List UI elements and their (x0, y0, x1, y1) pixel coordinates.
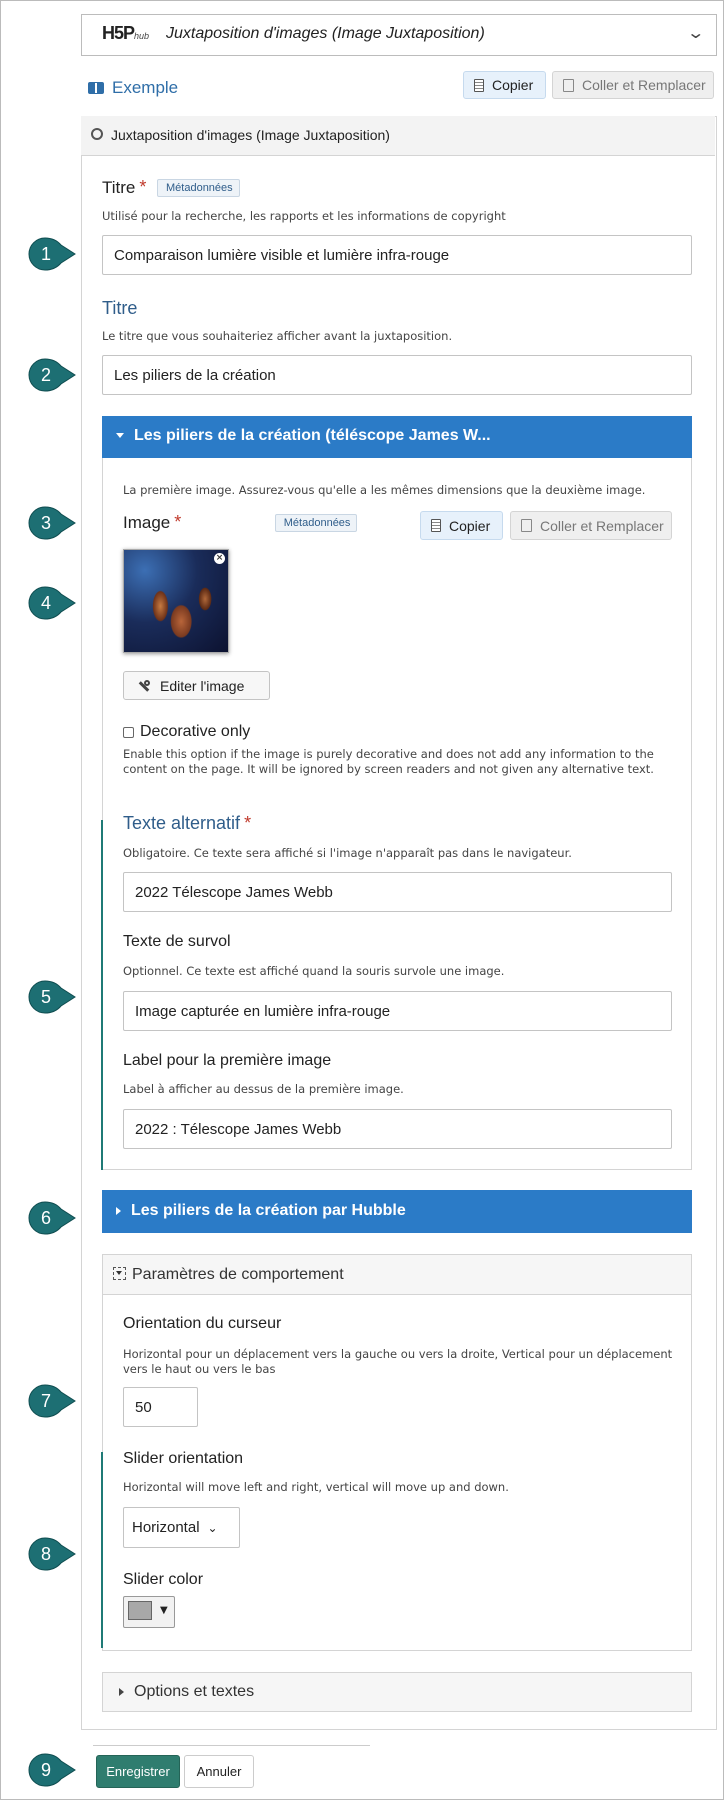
copy-icon (431, 519, 441, 532)
title-input[interactable]: Les piliers de la création (102, 355, 692, 395)
required-marker: * (244, 813, 252, 833)
content-type-title: Juxtaposition d'images (Image Juxtaposition) (166, 25, 485, 42)
callout-marker: 7 (28, 1384, 76, 1418)
chevron-down-icon: ⌄ (207, 1520, 218, 1535)
h5p-hub-logo: H5Phub (102, 23, 150, 43)
slider-orientation-select[interactable]: Horizontal ⌄ (123, 1507, 240, 1548)
callout-marker: 9 (28, 1753, 76, 1787)
image-copy-button[interactable]: Copier (420, 511, 503, 540)
image-label: Image * (123, 512, 182, 532)
image-thumbnail[interactable] (123, 549, 229, 653)
first-label-description: Label à afficher au dessus de la première image. (123, 1082, 404, 1096)
cursor-orientation-label: Orientation du curseur (123, 1315, 282, 1332)
slider-color-picker[interactable] (123, 1596, 175, 1628)
decorative-checkbox[interactable] (123, 727, 134, 738)
color-swatch (128, 1601, 152, 1620)
save-button[interactable]: Enregistrer (96, 1755, 180, 1788)
first-label-label: Label pour la première image (123, 1052, 332, 1069)
caret-down-icon: ▼ (160, 1605, 168, 1616)
collapse-icon (113, 1267, 126, 1280)
callout-marker: 2 (28, 358, 76, 392)
caret-right-icon (116, 1207, 121, 1215)
clipboard-icon (563, 79, 574, 92)
callout-marker: 8 (28, 1537, 76, 1571)
hover-text-label: Texte de survol (123, 933, 231, 950)
callout-marker: 1 (28, 237, 76, 271)
first-label-input[interactable]: 2022 : Télescope James Webb (123, 1109, 672, 1149)
copy-icon (474, 79, 484, 92)
chevron-down-icon[interactable]: ⌄ (685, 23, 705, 42)
field-group-indicator (101, 820, 103, 1170)
alt-text-label: Texte alternatif * (123, 813, 252, 833)
cursor-orientation-input[interactable]: 50 (123, 1387, 198, 1427)
caret-down-icon (116, 433, 124, 438)
image-metadata-button[interactable]: Métadonnées (275, 514, 358, 532)
slider-color-label: Slider color (123, 1571, 204, 1588)
hover-text-input[interactable]: Image capturée en lumière infra-rouge (123, 991, 672, 1031)
field-group-indicator (101, 1452, 103, 1648)
meta-title-label: Titre * (102, 177, 147, 197)
first-image-description: La première image. Assurez-vous qu'elle a les mêmes dimensions que la deuxième image. (123, 483, 646, 497)
metadata-button[interactable]: Métadonnées (157, 179, 240, 197)
content-type-header[interactable] (81, 14, 717, 56)
behaviour-settings-header[interactable]: Paramètres de comportement (102, 1254, 692, 1295)
alt-text-input[interactable]: 2022 Télescope James Webb (123, 872, 672, 912)
callout-marker: 5 (28, 980, 76, 1014)
example-link[interactable]: Exemple (88, 78, 178, 98)
cursor-orientation-description: Horizontal pour un déplacement vers la gauche ou vers la droite, Vertical pour un déplacement vers le haut ou vers le bas (123, 1347, 673, 1376)
edit-image-button[interactable]: Editer l'image (123, 671, 270, 700)
footer-divider (93, 1745, 370, 1746)
meta-title-input[interactable]: Comparaison lumière visible et lumière infra-rouge (102, 235, 692, 275)
remove-image-icon[interactable]: × (215, 553, 224, 563)
book-icon (88, 82, 104, 94)
copy-button[interactable]: Copier (463, 71, 546, 99)
second-image-group-bar[interactable]: Les piliers de la création par Hubble (102, 1190, 692, 1233)
slider-orientation-label: Slider orientation (123, 1450, 244, 1467)
callout-marker: 3 (28, 506, 76, 540)
cancel-button[interactable]: Annuler (184, 1755, 254, 1788)
required-marker: * (174, 512, 182, 532)
meta-title-description: Utilisé pour la recherche, les rapports et les informations de copyright (102, 209, 506, 223)
image-paste-replace-button[interactable]: Coller et Remplacer (510, 511, 672, 540)
callout-marker: 6 (28, 1201, 76, 1235)
callout-marker: 4 (28, 586, 76, 620)
editor-panel-header: Juxtaposition d'images (Image Juxtaposition) (81, 116, 715, 156)
first-image-group-bar[interactable]: Les piliers de la création (téléscope James W... (102, 416, 692, 458)
alt-text-description: Obligatoire. Ce texte sera affiché si l'image n'apparaît pas dans le navigateur. (123, 846, 572, 860)
decorative-description: Enable this option if the image is purely decorative and does not add any information to the content on the page. It will be ignored by screen readers and not given any alternative text. (123, 747, 654, 776)
title-label: Titre (102, 298, 138, 318)
paste-replace-button[interactable]: Coller et Remplacer (552, 71, 714, 99)
slider-orientation-description: Horizontal will move left and right, vertical will move up and down. (123, 1480, 509, 1494)
title-description: Le titre que vous souhaiteriez afficher avant la juxtaposition. (102, 329, 453, 343)
hover-text-description: Optionnel. Ce texte est affiché quand la souris survole une image. (123, 964, 505, 978)
required-marker: * (139, 177, 147, 197)
decorative-label: Decorative only (140, 723, 251, 740)
options-texts-header[interactable]: Options et textes (102, 1672, 692, 1712)
wrench-icon (138, 680, 150, 692)
caret-right-icon (119, 1688, 124, 1696)
clipboard-icon (521, 519, 532, 532)
content-type-icon (91, 128, 103, 140)
